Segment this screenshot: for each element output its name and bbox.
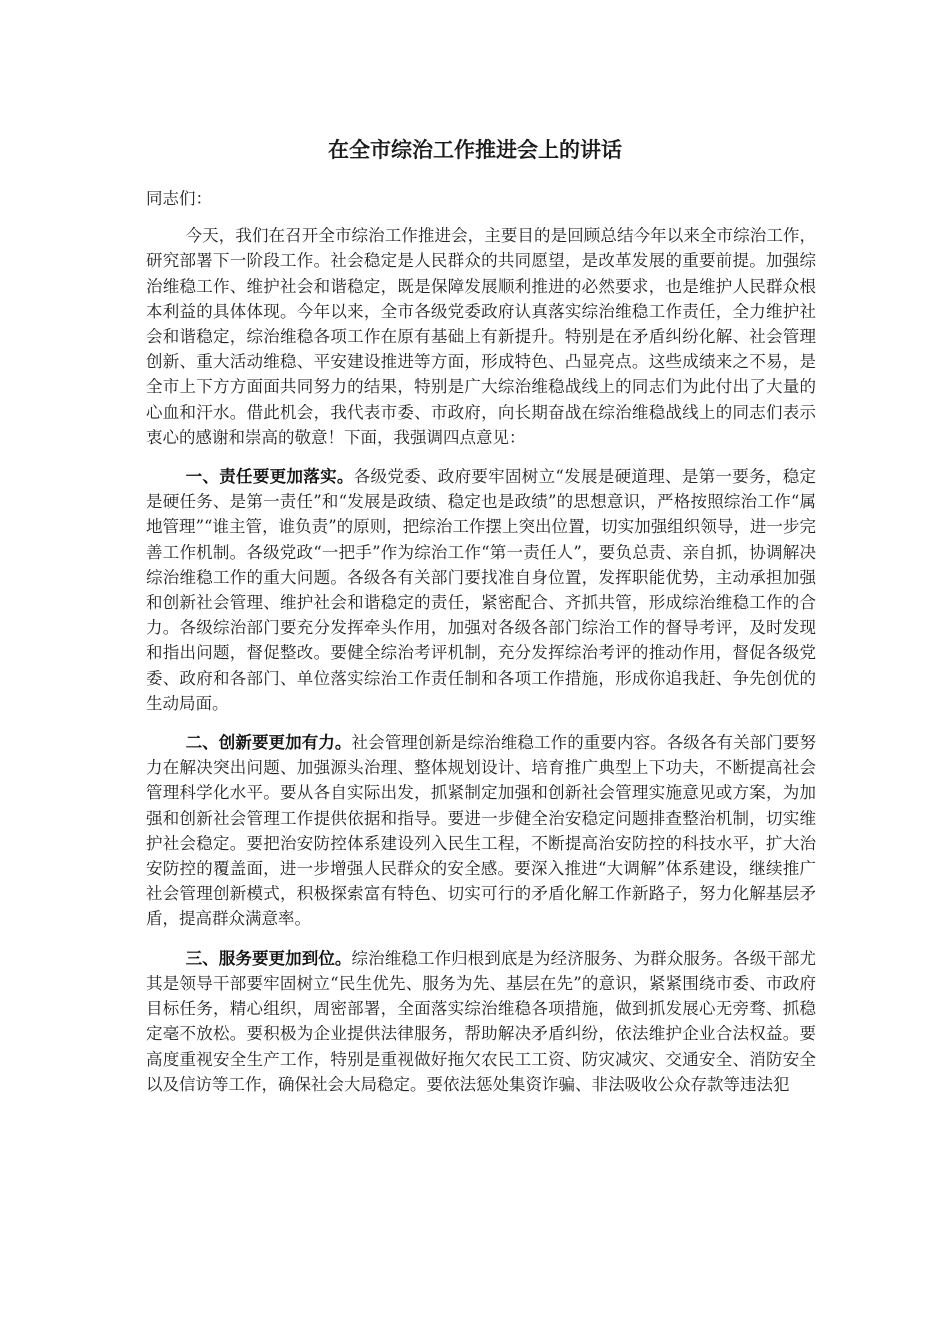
salutation: 同志们：: [146, 189, 212, 208]
document-title: 在全市综治工作推进会上的讲话: [328, 138, 622, 162]
intro-paragraph: 今天，我们在召开全市综治工作推进会，主要目的是回顾总结今年以来全市综治工作，研究部署下一阶段工作。社会稳定是人民群众的共同愿望，是改革发展的重要前提。加强综治维稳工作、维护社会和谐稳定，既是保障发展顺利推进的必然要求，也是维护人民群众根本利益的具体体现。今年以来，全市各级党委政府认真落实综治维稳工作责任，全力维护社会和谐稳定，综治维稳各项工作在原有基础上有新提升。特别是在矛盾纠纷化解、社会管理创新、重大活动维稳、平安建设推进等方面，形成特色、凸显亮点。这些成绩来之不易，是全市上下方方面面共同努力的结果，特别是广大综治维稳战线上的同志们为此付出了大量的心血和汗水。借此机会，我代表市委、市政府，向长期奋战在综治维稳战线上的同志们表示衷心的感谢和崇高的敬意！下面，我强调四点意见：: [146, 226, 816, 447]
section-paragraph-1: [146, 464, 816, 716]
section-paragraph-3: [146, 946, 816, 1097]
section-text-2: 社会管理创新是综治维稳工作的重要内容。各级各有关部门要努力在解决突出问题、加强源头治理、整体规划设计、培育推广典型上下功夫，不断提高社会管理科学化水平。要从各自实际出发，抓紧制定加强和创新社会管理实施意见或方案，为加强和创新社会管理工作提供依据和指导。要进一步健全治安稳定问题排查整治机制，切实维护社会稳定。要把治安防控体系建设列入民生工程，不断提高治安防控的科技水平，扩大治安防控的覆盖面，进一步增强人民群众的安全感。要深入推进“大调解”体系建设，继续推广社会管理创新模式，积极探索富有特色、切实可行的矛盾化解工作新路子，努力化解基层矛盾，提高群众满意率。: [146, 733, 817, 929]
section-heading-2: 二、创新要更加有力。: [185, 733, 352, 753]
section-heading-1: 一、责任要更加落实。: [185, 467, 354, 487]
section-text-3: 综治维稳工作归根到底是为经济服务、为群众服务。各级干部尤其是领导干部要牢固树立“民生优先、服务为先、基层在先”的意识，紧紧围绕市委、市政府目标任务，精心组织，周密部署，全面落实综治维稳各项措施，做到抓发展心无旁骛、抓稳定毫不放松。要积极为企业提供法律服务，帮助解决矛盾纠纷，依法维护企业合法权益。要高度重视安全生产工作，特别是重视做好拖欠农民工工资、防灾减灾、交通安全、消防安全以及信访等工作，确保社会大局稳定。要依法惩处集资诈骗、非法吸收公众存款等违法犯: [146, 948, 817, 1094]
section-text-1: 各级党委、政府要牢固树立“发展是硬道理、是第一要务，稳定是硬任务、是第一责任”和“发展是政绩、稳定也是政绩”的思想意识，严格按照综治工作“属地管理”“谁主管，谁负责”的原则，把综治工作摆上突出位置，切实加强组织领导，进一步完善工作机制。各级党政“一把手”作为综治工作“第一责任人”，要负总责、亲自抓，协调解决综治维稳工作的重大问题。各级各有关部门要找准自身位置，发挥职能优势，主动承担加强和创新社会管理、维护社会和谐稳定的责任，紧密配合、齐抓共管，形成综治维稳工作的合力。各级综治部门要充分发挥牵头作用，加强对各级各部门综治工作的督导考评，及时发现和指出问题，督促整改。要健全综治考评机制，充分发挥综治考评的推动作用，督促各级党委、政府和各部门、单位落实综治工作责任制和各项工作措施，形成你追我赶、争先创优的生动局面。: [146, 467, 817, 713]
document-body: [146, 186, 816, 1111]
section-heading-3: 三、服务要更加到位。: [185, 948, 352, 968]
section-paragraph-2: [146, 730, 816, 932]
